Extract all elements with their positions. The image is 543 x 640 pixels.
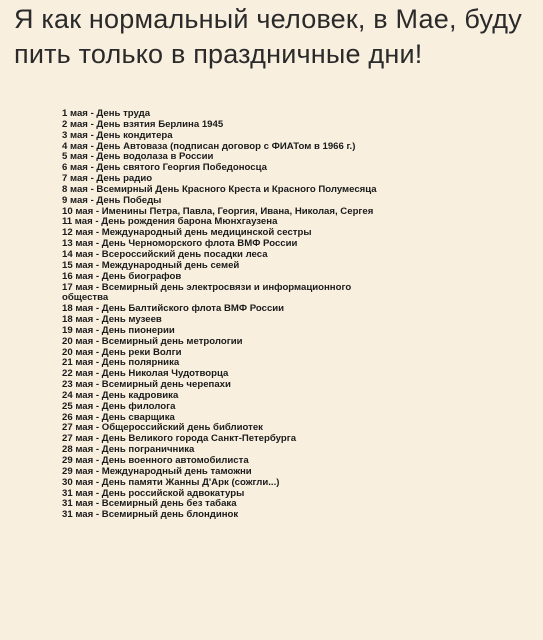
- holiday-item: 31 мая - Всемирный день блондинок: [62, 509, 239, 521]
- holiday-list: [62, 109, 522, 521]
- holiday-item: 3 мая - День кондитера: [62, 129, 173, 141]
- holiday-item: 8 мая - Всемирный День Красного Креста и Красного Полумесяца: [62, 183, 377, 195]
- holiday-item: 27 мая - Общероссийский день библиотек: [62, 422, 263, 434]
- holiday-item: 30 мая - День памяти Жанны Д'Арк (сожгли...): [62, 476, 280, 488]
- holiday-item: 13 мая - День Черноморского флота ВМФ России: [62, 238, 298, 250]
- holiday-item: 22 мая - День Николая Чудотворца: [62, 368, 229, 380]
- holiday-item: 12 мая - Международный день медицинской сестры: [62, 227, 312, 239]
- holiday-item: 9 мая - День Победы: [62, 194, 162, 206]
- holiday-item: 15 мая - Международный день семей: [62, 259, 240, 271]
- holiday-item: 31 мая - Всемирный день без табака: [62, 498, 237, 510]
- holiday-item: 20 мая - Всемирный день метрологии: [62, 335, 243, 347]
- holiday-item: 14 мая - Всероссийский день посадки леса: [62, 248, 268, 260]
- holiday-item: 5 мая - День водолаза в России: [62, 151, 214, 163]
- holiday-item: 11 мая - День рождения барона Мюнхгаузена: [62, 216, 278, 228]
- holiday-item: 24 мая - День кадровика: [62, 389, 179, 401]
- holiday-item: 18 мая - День Балтийского флота ВМФ России: [62, 303, 285, 315]
- holiday-item: 6 мая - День святого Георгия Победоносца: [62, 162, 267, 174]
- holiday-item: 1 мая - День труда: [62, 108, 151, 119]
- holiday-item: 27 мая - День Великого города Санкт-Петербурга: [62, 433, 297, 445]
- holiday-item: 20 мая - День реки Волги: [62, 346, 182, 358]
- holiday-item: 4 мая - День Автоваза (подписан договор с ФИАТом в 1966 г.): [62, 140, 356, 152]
- holiday-item: 19 мая - День пионерии: [62, 324, 175, 336]
- holiday-item: 21 мая - День полярника: [62, 357, 180, 369]
- holiday-item: 29 мая - Международный день таможни: [62, 465, 252, 477]
- holiday-item: 16 мая - День биографов: [62, 270, 182, 282]
- holiday-item: 17 мая - Всемирный день электросвязи и информационного: [62, 281, 352, 293]
- holiday-item: 28 мая - День пограничника: [62, 444, 195, 456]
- holiday-item: 23 мая - Всемирный день черепахи: [62, 379, 231, 391]
- holiday-item: общества: [62, 292, 109, 304]
- headline-line-1: Я как нормальный человек, в Мае, буду: [14, 4, 522, 34]
- holiday-item: 7 мая - День радио: [62, 173, 153, 185]
- holiday-item: 26 мая - День сварщика: [62, 411, 175, 423]
- headline-line-2: пить только в праздничные дни!: [14, 39, 423, 69]
- holiday-item: 18 мая - День музеев: [62, 314, 162, 326]
- holiday-item: 10 мая - Именины Петра, Павла, Георгия, Ивана, Николая, Сергея: [62, 205, 374, 217]
- holiday-item: 25 мая - День филолога: [62, 400, 176, 412]
- holiday-item: 2 мая - День взятия Берлина 1945: [62, 118, 224, 130]
- headline: [14, 2, 534, 72]
- holiday-item: 31 мая - День российской адвокатуры: [62, 487, 245, 499]
- holiday-item: 29 мая - День военного автомобилиста: [62, 455, 249, 466]
